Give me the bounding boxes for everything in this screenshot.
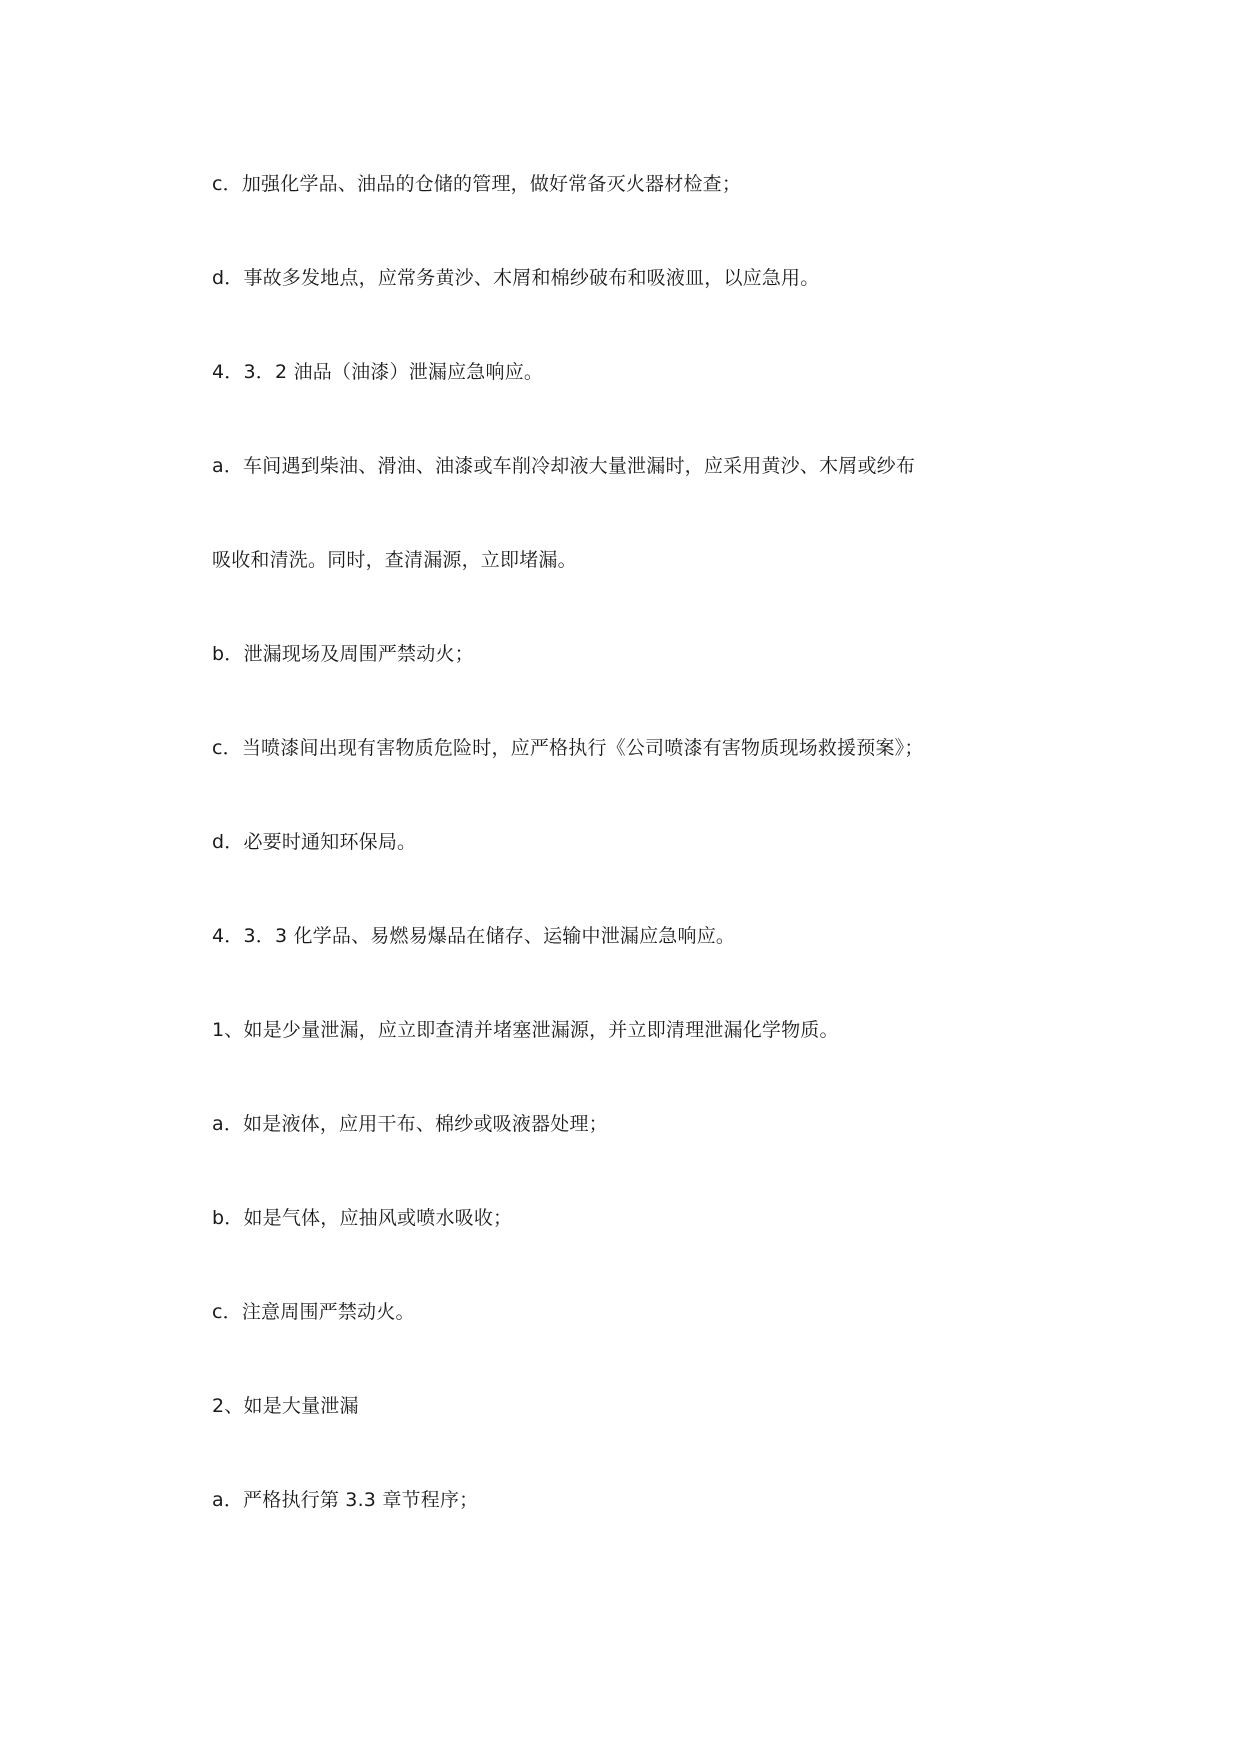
paragraph-line: a．如是液体，应用干布、棉纱或吸液器处理；	[212, 1113, 608, 1135]
paragraph-line: 1、如是少量泄漏，应立即查清并堵塞泄漏源，并立即清理泄漏化学物质。	[212, 1019, 839, 1041]
paragraph-line: 吸收和清洗。同时，查清漏源，立即堵漏。	[212, 549, 577, 571]
paragraph-line: 2、如是大量泄漏	[212, 1395, 359, 1417]
paragraph-line: b．泄漏现场及周围严禁动火；	[212, 643, 474, 665]
paragraph-line: c．加强化学品、油品的仓储的管理，做好常备灭火器材检查；	[212, 173, 742, 195]
paragraph-line: a．车间遇到柴油、滑油、油漆或车削冷却液大量泄漏时，应采用黄沙、木屑或纱布	[212, 455, 916, 477]
paragraph-line: c．当喷漆间出现有害物质危险时，应严格执行《公司喷漆有害物质现场救援预案》；	[212, 737, 924, 759]
section-heading: 4．3．3 化学品、易燃易爆品在储存、运输中泄漏应急响应。	[212, 925, 736, 947]
section-heading: 4．3．2 油品（油漆）泄漏应急响应。	[212, 361, 544, 383]
paragraph-line: d．必要时通知环保局。	[212, 831, 417, 853]
paragraph-line: d．事故多发地点，应常务黄沙、木屑和棉纱破布和吸液皿，以应急用。	[212, 267, 820, 289]
paragraph-line: a．严格执行第 3.3 章节程序；	[212, 1489, 479, 1511]
paragraph-line: c．注意周围严禁动火。	[212, 1301, 415, 1323]
paragraph-line: b．如是气体，应抽风或喷水吸收；	[212, 1207, 513, 1229]
